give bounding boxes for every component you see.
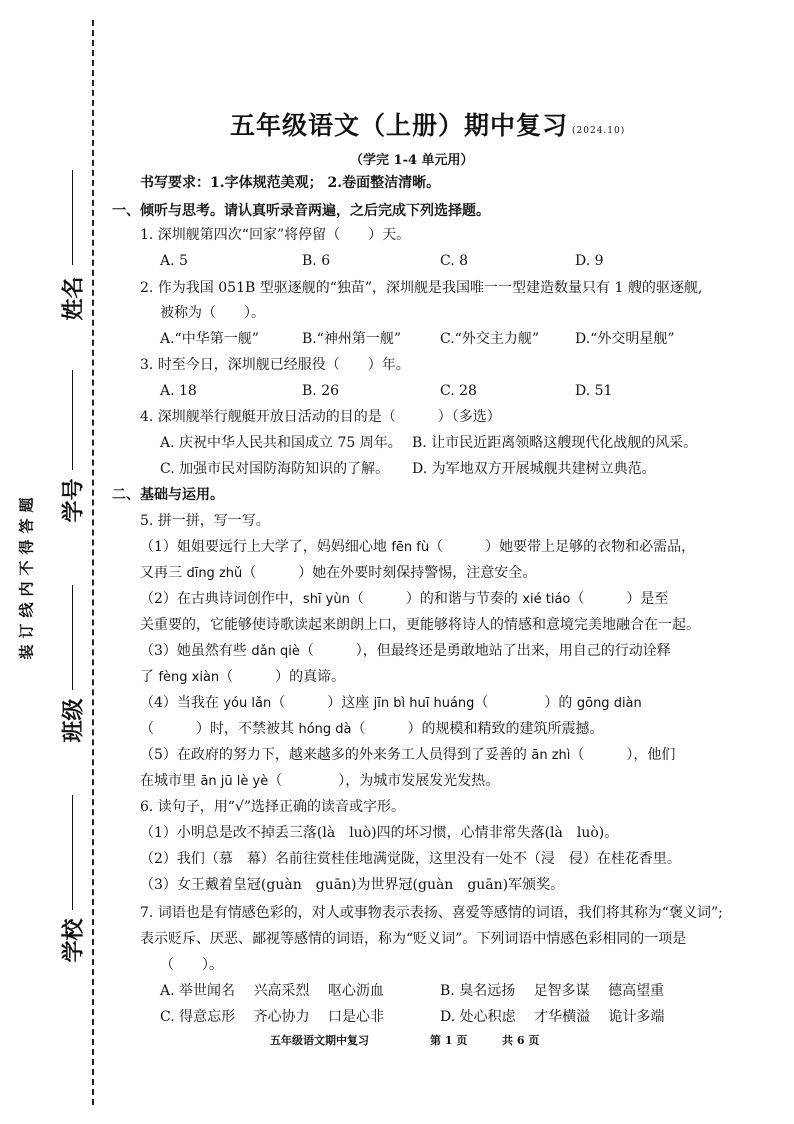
q7-stem: 7. 词语也是有情感色彩的，对人或事物表示表扬、喜爱等感情的词语，我们将其称为“褒义词”;: [140, 905, 723, 921]
class-label: 班级: [60, 698, 87, 743]
school-label: 学校: [60, 918, 87, 963]
text: （3）她虽然有些: [140, 643, 252, 659]
q1-option-c: C. 8: [440, 253, 469, 269]
binding-dashed-line: [92, 20, 94, 1105]
section2-heading: 二、基础与运用。: [112, 487, 224, 503]
q2-option-d: D.“外交明星舰”: [575, 331, 675, 347]
title-text: 五年级语文（上册）期中复习: [230, 111, 569, 140]
class-blank: [72, 585, 73, 690]
text: 又再三: [140, 565, 187, 581]
q5-line10: [140, 772, 499, 791]
q2-option-c: C.“外交主力舰”: [440, 331, 539, 347]
q5-line1: [140, 538, 695, 557]
text: （5）在政府的努力下，越来越多的外来务工人员得到了妥善的: [140, 747, 532, 763]
text: 了: [140, 669, 159, 685]
text: （ ）是至: [570, 591, 669, 607]
q2-stem-cont: 被称为（ ）。: [160, 305, 265, 321]
text: （ ）的和谐与节奏的: [349, 591, 523, 607]
text: （ ）的规模和精致的建筑所震撼。: [351, 721, 604, 737]
q7-option-c: C. 得意忘形 齐心协力 口是心非: [160, 1009, 385, 1025]
q2-option-a: A.“中华第一舰”: [160, 331, 259, 347]
q4-option-c: C. 加强市民对国防海防知识的了解。: [160, 461, 390, 477]
q7-option-a: A. 举世闻名 兴高采烈 呕心沥血: [160, 983, 384, 999]
text: （ ）的: [474, 695, 577, 711]
pinyin-an-ju-le-ye: ān jū lè yè: [200, 774, 269, 789]
title-date: (2024.10): [572, 126, 626, 136]
page-title: [230, 106, 625, 142]
q3-option-c: C. 28: [440, 383, 477, 399]
text: （1）姐姐要远行上大学了，妈妈细心地: [140, 539, 392, 555]
q6-sentence3: （3）女王戴着皇冠(guàn guān)为世界冠(guàn guān)军颁奖。: [140, 877, 565, 893]
text: （ ）的真谛。: [219, 669, 346, 685]
pinyin-ding-zhu: dīng zhǔ: [186, 566, 243, 581]
q5-stem: 5. 拼一拼，写一写。: [140, 513, 270, 529]
q6-sentence2: （2）我们（慕 幕）名前往赏桂佳地满觉陇，这里没有一处不（浸 侵）在桂花香里。: [140, 851, 681, 867]
name-label: 姓名: [60, 276, 87, 321]
student-id-label: 学号: [60, 478, 87, 523]
pinyin-shi-yun: shī yùn: [302, 592, 350, 607]
footer-total-pages: 共 6 页: [502, 1034, 540, 1047]
q5-line4: 关重要的，它能够使诗歌读起来朗朗上口，更能够将诗人的情感和意境完美地融合在一起。: [140, 617, 700, 633]
q5-line9: [140, 746, 675, 765]
q7-stem-cont: 表示贬斥、厌恶、鄙视等感情的词语，称为“贬义词”。下列词语中情感色彩相同的一项是: [140, 931, 687, 947]
q1-option-b: B. 6: [302, 253, 331, 269]
q7-option-d: D. 处心积虑 才华横溢 诡计多端: [440, 1009, 665, 1025]
text: （ ），但最终还是勇敢地站了出来，用自己的行动诠释: [299, 643, 671, 659]
pinyin-xie-tiao: xié tiáo: [522, 592, 571, 607]
q1-option-a: A. 5: [160, 253, 188, 269]
pinyin-dan-qie: dǎn qiè: [251, 644, 300, 659]
pinyin-fen-fu: fēn fù: [391, 540, 430, 555]
text: （ ），他们: [570, 747, 676, 763]
q1-option-d: D. 9: [575, 253, 604, 269]
text: （ ）她要带上足够的衣物和必需品，: [429, 539, 696, 555]
text: 在城市里: [140, 773, 201, 789]
q5-line5: [140, 642, 671, 661]
q3-option-d: D. 51: [575, 383, 613, 399]
text: （ ）时，不禁被其: [140, 721, 299, 737]
student-id-blank: [72, 370, 73, 470]
q7-option-b: B. 臭名远扬 足智多谋 德高望重: [440, 983, 665, 999]
page-subtitle: （学完 1-4 单元用）: [350, 153, 474, 168]
name-blank: [72, 170, 73, 265]
q7-answer-blank: （ ）。: [160, 957, 223, 973]
text: （ ）她在外要时刻保持警惕，注意安全。: [242, 565, 537, 581]
q4-option-d: D. 为军地双方开展城舰共建树立典范。: [412, 461, 656, 477]
q4-option-b: B. 让市民近距离领略这艘现代化战舰的风采。: [412, 435, 698, 451]
q6-stem: 6. 读句子，用“√”选择正确的读音或字形。: [140, 799, 406, 815]
text: （2）在古典诗词创作中，: [140, 591, 303, 607]
q5-line8: [140, 720, 604, 739]
q4-option-a: A. 庆祝中华人民共和国成立 75 周年。: [160, 435, 402, 451]
q3-stem: 3. 时至今日，深圳舰已经服役（ ）年。: [140, 357, 410, 373]
q4-stem: 4. 深圳舰举行舰艇开放日活动的目的是（ ）（多选）: [140, 409, 501, 425]
pinyin-an-zhi: ān zhì: [531, 748, 571, 763]
q5-line2: [140, 564, 536, 583]
pinyin-you-lan: yóu lǎn: [223, 696, 272, 711]
text: （ ），为城市发展发光发热。: [268, 773, 500, 789]
q1-stem: 1. 深圳舰第四次“回家”将停留（ ）天。: [140, 227, 411, 243]
pinyin-gong-dian: gōng diàn: [576, 696, 642, 711]
footer-title: 五年级语文期中复习: [270, 1034, 369, 1047]
q6-sentence1: （1）小明总是改不掉丢三落(là luò)四的坏习惯，心情非常失落(là luò)。: [140, 825, 619, 841]
text: （4）当我在: [140, 695, 224, 711]
footer-page-number: 第 1 页: [430, 1034, 468, 1047]
pinyin-jin-bi-hui-huang: jīn bì huī huáng: [373, 696, 475, 711]
q3-option-b: B. 26: [302, 383, 340, 399]
q5-line3: [140, 590, 668, 609]
section1-heading: 一、倾听与思考。请认真听录音两遍，之后完成下列选择题。: [112, 203, 490, 219]
seal-line-text: 装订线内不得答题: [17, 491, 36, 660]
pinyin-feng-xian: fèng xiàn: [158, 670, 220, 685]
school-blank: [72, 795, 73, 910]
q2-option-b: B.“神州第一舰”: [302, 331, 402, 347]
q5-line6: [140, 668, 345, 687]
q2-stem: 2. 作为我国 051B 型驱逐舰的“独苗”，深圳舰是我国唯一一型建造数量只有 1 艘的驱逐舰,: [140, 280, 703, 296]
q5-line7: [140, 694, 642, 713]
q3-option-a: A. 18: [160, 383, 197, 399]
writing-requirements: 书写要求：1.字体规范美观； 2.卷面整洁清晰。: [140, 175, 441, 191]
text: （ ）这座: [271, 695, 374, 711]
pinyin-hong-da: hóng dà: [298, 722, 352, 737]
